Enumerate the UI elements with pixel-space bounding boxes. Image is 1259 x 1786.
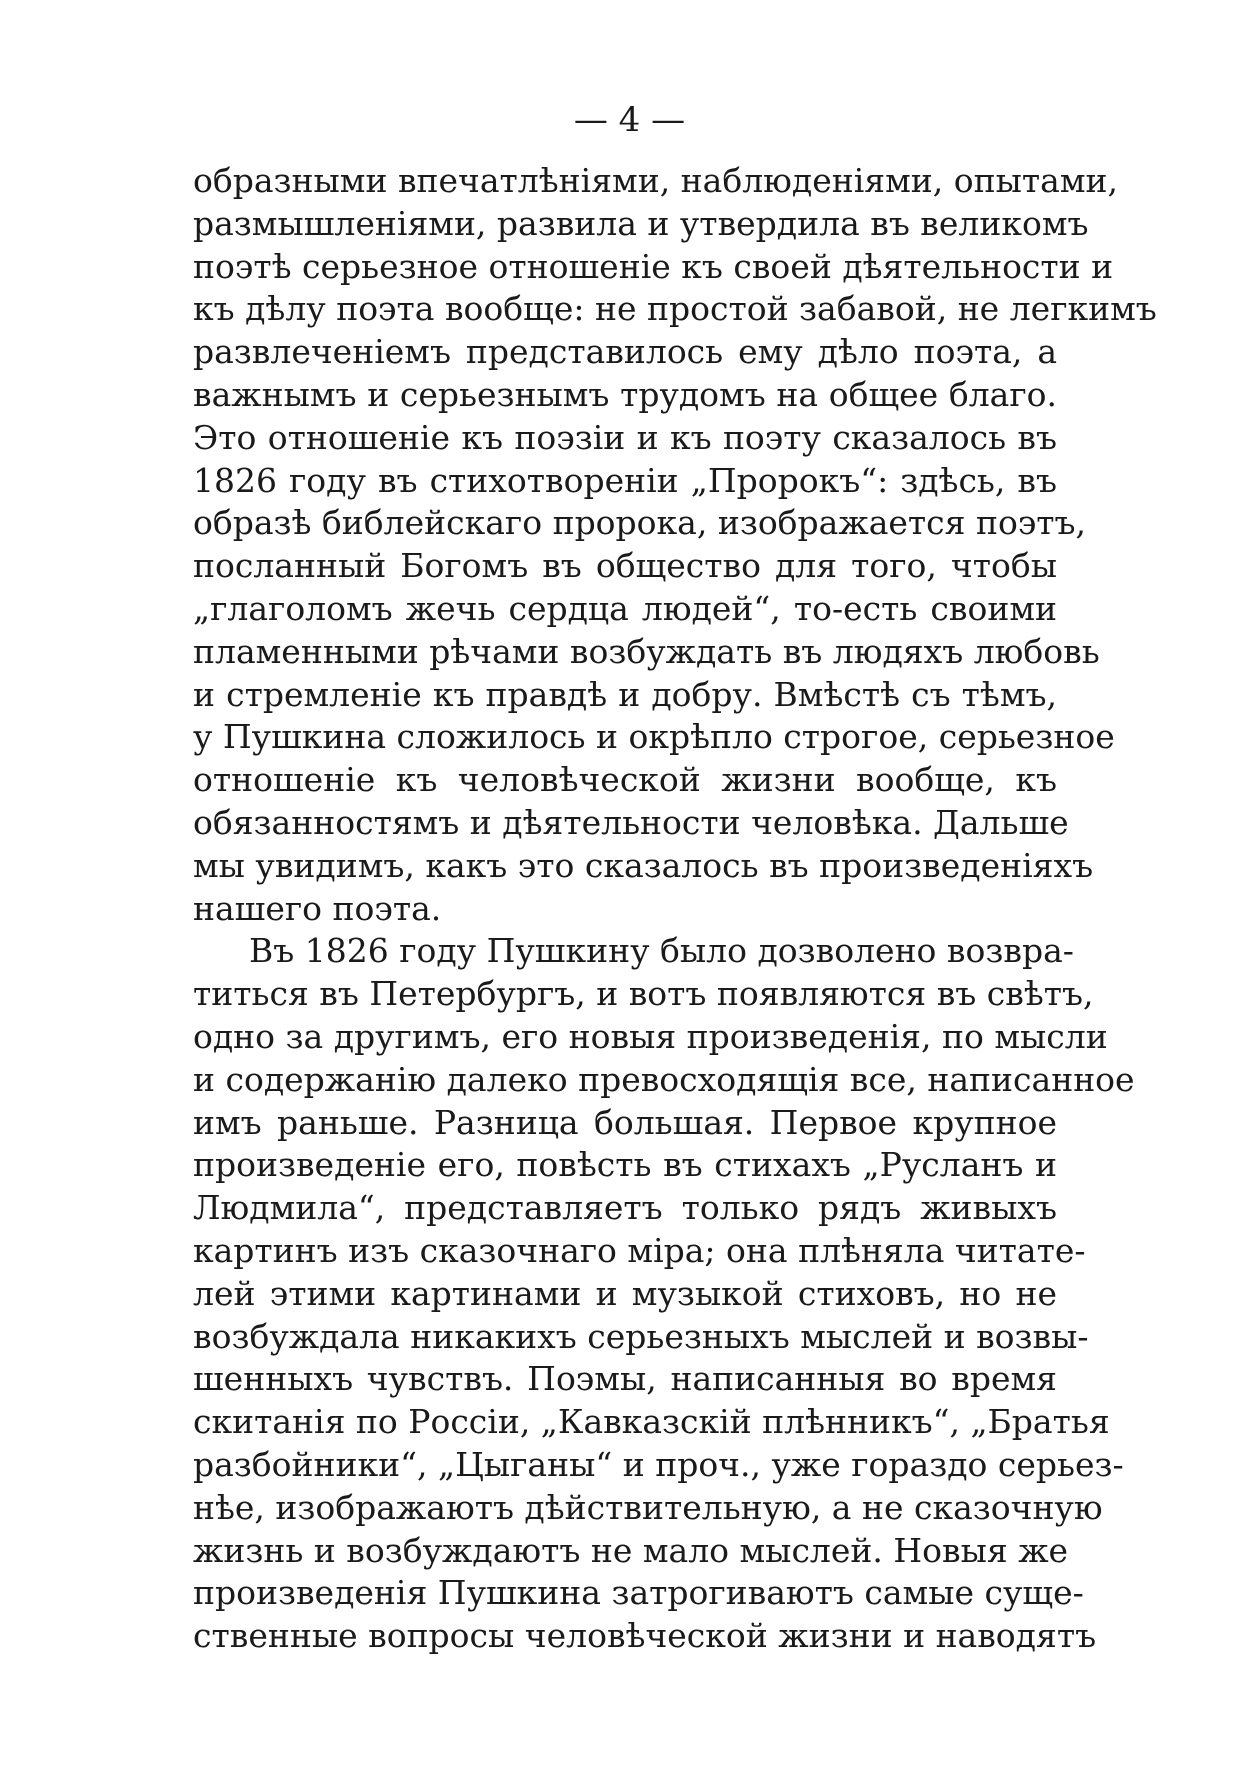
- text-line: и содержанію далеко превосходящія все, написанное: [193, 1059, 1135, 1099]
- text-line: обязанностямъ и дѣятельности человѣка. Дальше: [193, 802, 1069, 842]
- text-line: картинъ изъ сказочнаго міра; она плѣняла читате-: [193, 1230, 1086, 1270]
- paragraph: [193, 160, 1157, 930]
- page-number: — 4 —: [573, 100, 686, 140]
- text-line: посланный Богомъ въ общество для того, чтобы: [193, 546, 1057, 586]
- text-line: Людмила“, представляетъ только рядъ живыхъ: [193, 1188, 1057, 1228]
- text-line: пламенными рѣчами возбуждать въ людяхъ любовь: [193, 631, 1100, 671]
- text-line: титься въ Петербургъ, и вотъ появляются въ свѣтъ,: [193, 974, 1094, 1014]
- paragraph: [193, 930, 1135, 1658]
- text-line: поэтѣ серьезное отношеніе къ своей дѣятельности и: [193, 246, 1114, 286]
- text-line: имъ раньше. Разница большая. Первое крупное: [193, 1102, 1057, 1142]
- text-line: размышленіями, развила и утвердила въ великомъ: [193, 203, 1089, 243]
- text-line: у Пушкина сложилось и окрѣпло строгое, серьезное: [193, 717, 1115, 757]
- text-line: возбуждала никакихъ серьезныхъ мыслей и возвы-: [193, 1316, 1089, 1356]
- text-line: ственные вопросы человѣческой жизни и наводятъ: [193, 1616, 1097, 1656]
- text-line: произведенія Пушкина затрогиваютъ самые суще-: [193, 1573, 1084, 1613]
- text-line: развлеченіемъ представилось ему дѣло поэта, а: [193, 332, 1057, 372]
- text-line: отношеніе къ человѣческой жизни вообще, къ: [193, 760, 1057, 800]
- text-line: нѣе, изображаютъ дѣйствительную, а не сказочную: [193, 1487, 1103, 1527]
- text-line: и стремленіе къ правдѣ и добру. Вмѣстѣ съ тѣмъ,: [193, 674, 1057, 714]
- text-line: Это отношеніе къ поэзіи и къ поэту сказалось въ: [193, 417, 1057, 457]
- text-line: Въ 1826 году Пушкину было дозволено возвра-: [249, 931, 1074, 971]
- text-line: „глаголомъ жечь сердца людей“, то-есть своими: [193, 588, 1057, 628]
- text-line: скитанія по Россіи, „Кавказскій плѣнникъ“, „Братья: [193, 1402, 1110, 1442]
- text-line: 1826 году въ стихотвореніи „Пророкъ“: здѣсь, въ: [193, 460, 1057, 500]
- text-line: лей этими картинами и музыкой стиховъ, но не: [193, 1273, 1057, 1313]
- text-line: нашего поэта.: [193, 888, 442, 928]
- text-line: произведеніе его, повѣсть въ стихахъ „Русланъ и: [193, 1145, 1057, 1185]
- body-text: [193, 160, 1157, 1658]
- text-line: къ дѣлу поэта вообще: не простой забавой, не легкимъ: [193, 289, 1157, 329]
- paragraphs: [193, 160, 1157, 1658]
- text-line: мы увидимъ, какъ это сказалось въ произведеніяхъ: [193, 845, 1094, 885]
- text-line: важнымъ и серьезнымъ трудомъ на общее благо.: [193, 374, 1057, 414]
- text-line: разбойники“, „Цыганы“ и проч., уже гораздо серьез-: [193, 1444, 1124, 1484]
- text-line: образѣ библейскаго пророка, изображается поэтъ,: [193, 503, 1087, 543]
- text-line: одно за другимъ, его новыя произведенія, по мысли: [193, 1016, 1108, 1056]
- text-line: образными впечатлѣніями, наблюденіями, опытами,: [193, 161, 1118, 200]
- text-line: жизнь и возбуждаютъ не мало мыслей. Новыя же: [193, 1530, 1069, 1570]
- text-line: шенныхъ чувствъ. Поэмы, написанныя во время: [193, 1359, 1057, 1399]
